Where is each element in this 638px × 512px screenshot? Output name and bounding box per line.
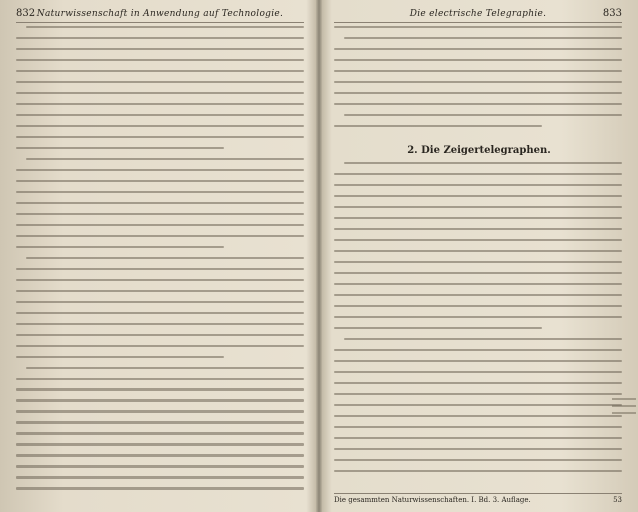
text-line xyxy=(334,327,542,329)
left-body-text xyxy=(16,26,304,506)
text-line xyxy=(16,268,304,270)
text-line xyxy=(16,180,304,182)
text-line xyxy=(16,465,304,467)
text-line xyxy=(16,81,304,83)
text-line xyxy=(334,195,622,197)
footer-signature: Die gesammten Naturwissenschaften. I. Bd. 3. Auflage. xyxy=(334,496,531,504)
text-line xyxy=(16,70,304,72)
text-line xyxy=(16,476,304,478)
text-line xyxy=(16,191,304,193)
text-line xyxy=(344,162,622,164)
text-line xyxy=(334,48,622,50)
text-line xyxy=(334,92,622,94)
text-line xyxy=(344,114,622,116)
right-running-title: Die electrische Telegraphie. xyxy=(409,9,547,19)
text-line xyxy=(16,92,304,94)
text-line xyxy=(16,410,304,412)
text-line xyxy=(16,169,304,171)
text-line xyxy=(16,136,304,138)
text-line xyxy=(334,70,622,72)
text-line xyxy=(16,421,304,423)
text-line xyxy=(16,454,304,456)
text-line xyxy=(334,81,622,83)
page-footer xyxy=(334,493,622,507)
text-line xyxy=(16,290,304,292)
text-line xyxy=(334,228,622,230)
text-line xyxy=(334,173,622,175)
text-line xyxy=(16,432,304,434)
text-line xyxy=(16,388,304,390)
text-line xyxy=(334,184,622,186)
text-line xyxy=(16,356,224,358)
text-line xyxy=(334,470,622,472)
text-line xyxy=(334,272,622,274)
text-line xyxy=(16,213,304,215)
text-line xyxy=(16,114,304,116)
left-running-title: Naturwissenschaft in Anwendung auf Technologie. xyxy=(36,9,284,19)
section-heading: 2. Die Zeigertelegraphen. xyxy=(407,145,551,156)
left-page-number: 832 xyxy=(16,8,36,19)
margin-note xyxy=(612,398,636,419)
text-line xyxy=(26,26,304,28)
text-line xyxy=(334,239,622,241)
text-line xyxy=(26,158,304,160)
text-line xyxy=(16,345,304,347)
text-line xyxy=(16,202,304,204)
text-line xyxy=(334,261,622,263)
right-page xyxy=(320,0,638,512)
text-line xyxy=(16,246,224,248)
text-line xyxy=(334,294,622,296)
text-line xyxy=(16,443,304,445)
right-body-text-lower xyxy=(334,162,622,482)
text-line xyxy=(334,459,622,461)
text-line xyxy=(334,382,622,384)
text-line xyxy=(344,37,622,39)
text-line xyxy=(334,415,622,417)
text-line xyxy=(334,103,622,105)
text-line xyxy=(26,257,304,259)
text-line xyxy=(16,378,304,380)
text-line xyxy=(16,103,304,105)
text-line xyxy=(334,437,622,439)
text-line xyxy=(344,338,622,340)
text-line xyxy=(16,399,304,401)
text-line xyxy=(16,279,304,281)
text-line xyxy=(334,26,622,28)
text-line xyxy=(334,448,622,450)
text-line xyxy=(334,305,622,307)
text-line xyxy=(334,349,622,351)
right-body-text-upper xyxy=(334,26,622,140)
text-line xyxy=(334,316,622,318)
text-line xyxy=(16,147,224,149)
text-line xyxy=(334,371,622,373)
text-line xyxy=(334,217,622,219)
text-line xyxy=(334,393,622,395)
right-running-head xyxy=(334,8,622,23)
text-line xyxy=(16,301,304,303)
text-line xyxy=(334,250,622,252)
text-line xyxy=(16,48,304,50)
footer-sheet-number: 53 xyxy=(613,496,622,504)
text-line xyxy=(16,323,304,325)
text-line xyxy=(334,426,622,428)
text-line xyxy=(334,360,622,362)
text-line xyxy=(16,125,304,127)
text-line xyxy=(334,283,622,285)
text-line xyxy=(334,404,622,406)
text-line xyxy=(26,367,304,369)
text-line xyxy=(16,59,304,61)
left-page xyxy=(0,0,318,512)
text-line xyxy=(16,487,304,489)
text-line xyxy=(16,334,304,336)
text-line xyxy=(16,312,304,314)
text-line xyxy=(334,59,622,61)
text-line xyxy=(334,125,542,127)
right-page-number: 833 xyxy=(602,8,622,19)
text-line xyxy=(16,224,304,226)
left-running-head xyxy=(16,8,304,23)
text-line xyxy=(16,37,304,39)
text-line xyxy=(334,206,622,208)
text-line xyxy=(16,235,304,237)
